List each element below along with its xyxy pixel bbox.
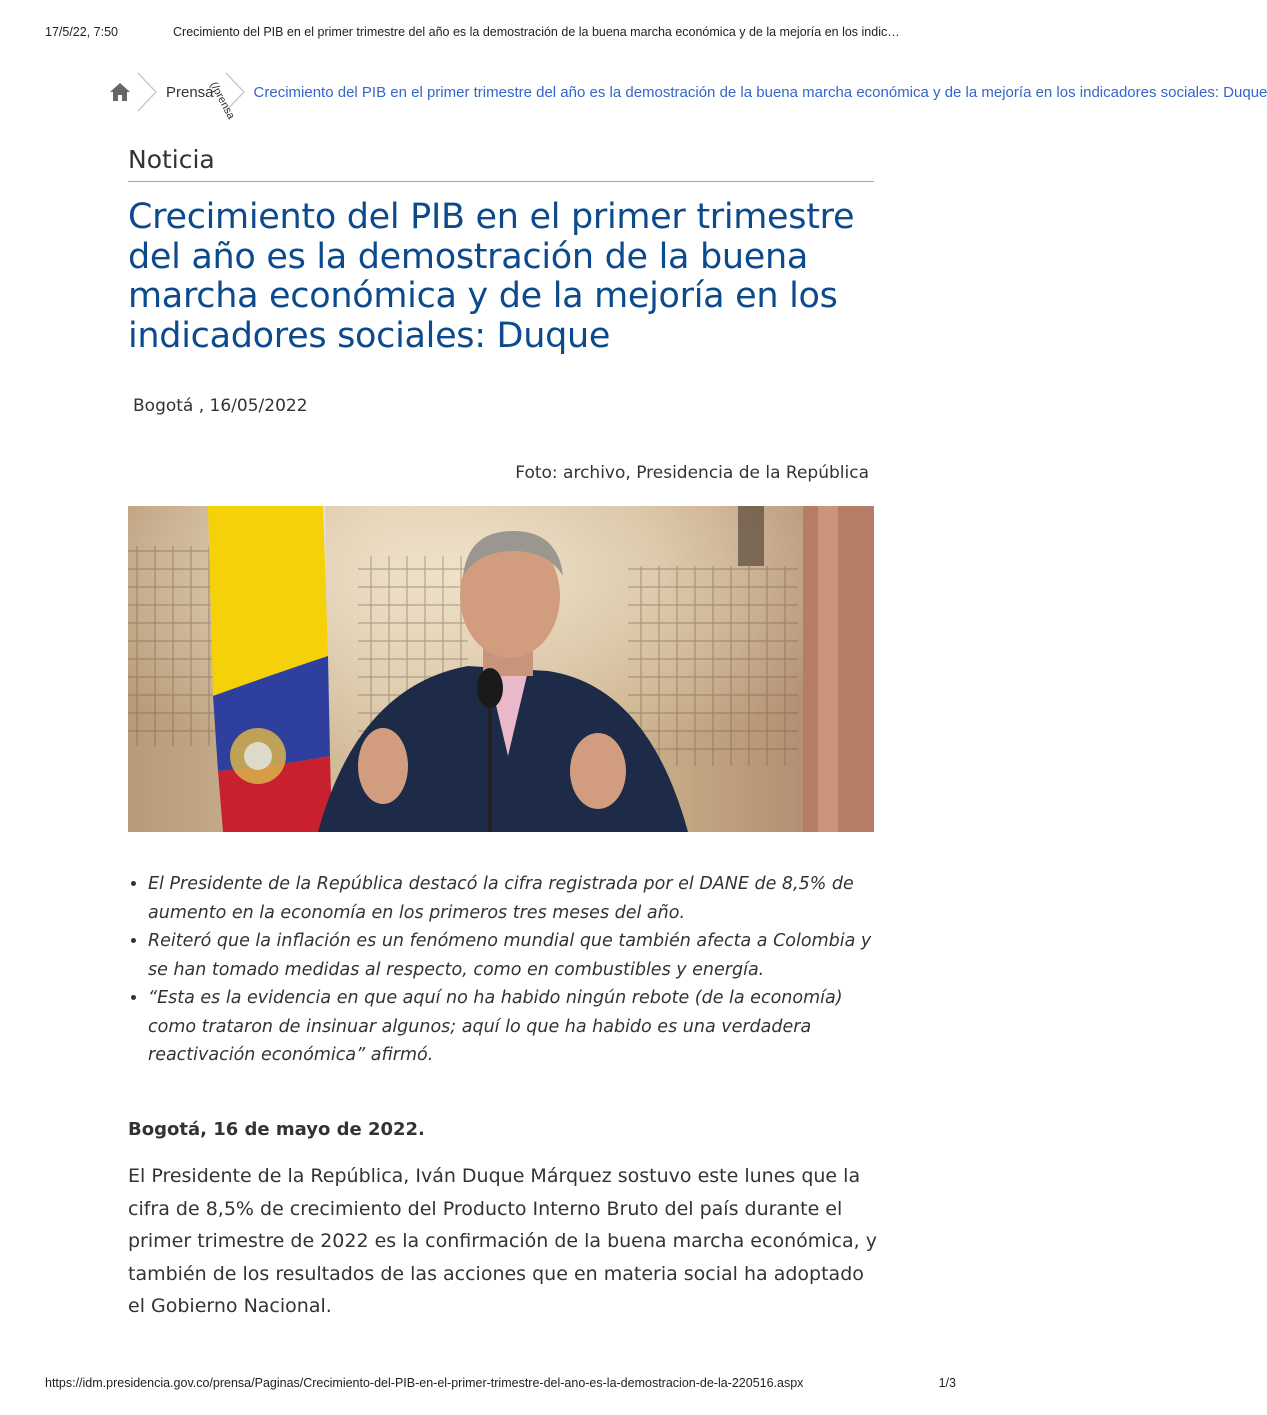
section-label: Noticia	[128, 145, 215, 174]
breadcrumb-prensa-label: Prensa	[166, 83, 214, 101]
print-header	[45, 25, 960, 39]
article-photo-illustration	[128, 506, 874, 832]
print-page-number: 1/3	[938, 1376, 956, 1390]
section-divider	[128, 181, 874, 182]
summary-bullet: • El Presidente de la República destacó la cifra registrada por el DANE de 8,5% de aumento en la economía en los primeros tres meses del año.	[148, 870, 874, 927]
body-paragraph: El Presidente de la República, Iván Duque Márquez sostuvo este lunes que la cifra de 8,5% de crecimiento del Producto Interno Bruto del país durante el primer trimestre de 2022 es la confirmación de la buena marcha económica, y también de los resultados de las acciones que en materia social ha adoptado el Gobierno Nacional.	[128, 1165, 877, 1317]
summary-bullet: • Reiteró que la inflación es un fenómeno mundial que también afecta a Colombia y se han tomado medidas al respecto, como en combustibles y energía.	[148, 927, 874, 984]
breadcrumb-home-link[interactable]	[108, 80, 132, 104]
article-photo	[128, 506, 874, 832]
breadcrumb-chevron-icon	[136, 72, 158, 112]
lead-dateline: Bogotá, 16 de mayo de 2022.	[128, 1119, 425, 1140]
home-icon	[108, 80, 132, 104]
print-footer	[45, 1376, 956, 1390]
summary-bullets	[128, 870, 874, 1070]
breadcrumb-prensa-rotated-text: (/prensa	[207, 79, 237, 121]
breadcrumb-item-current[interactable]: Crecimiento del PIB en el primer trimestre del año es la demostración de la buena marcha económica y de la mejoría en los indicadores sociales: Duque	[253, 83, 1267, 101]
article-dateline: Bogotá , 16/05/2022	[133, 396, 308, 416]
photo-credit: Foto: archivo, Presidencia de la República	[515, 463, 869, 483]
print-timestamp: 17/5/22, 7:50	[45, 25, 118, 39]
breadcrumb-item-prensa[interactable]	[166, 79, 237, 121]
breadcrumb	[108, 72, 1267, 121]
summary-bullet: • “Esta es la evidencia en que aquí no ha habido ningún rebote (de la economía) como trataron de insinuar algunos; aquí lo que ha habido es una verdadera reactivación económica” afirmó.	[148, 984, 874, 1070]
print-doc-title: Crecimiento del PIB en el primer trimestre del año es la demostración de la buena marcha económica y de la mejoría en los indic…	[173, 25, 900, 39]
print-url: https://idm.presidencia.gov.co/prensa/Paginas/Crecimiento-del-PIB-en-el-primer-trimestre-del-ano-es-la-demostracion-de-la-220516.aspx	[45, 1376, 804, 1390]
article-headline: Crecimiento del PIB en el primer trimestre del año es la demostración de la buena marcha económica y de la mejoría en los indicadores sociales: Duque	[128, 197, 855, 356]
